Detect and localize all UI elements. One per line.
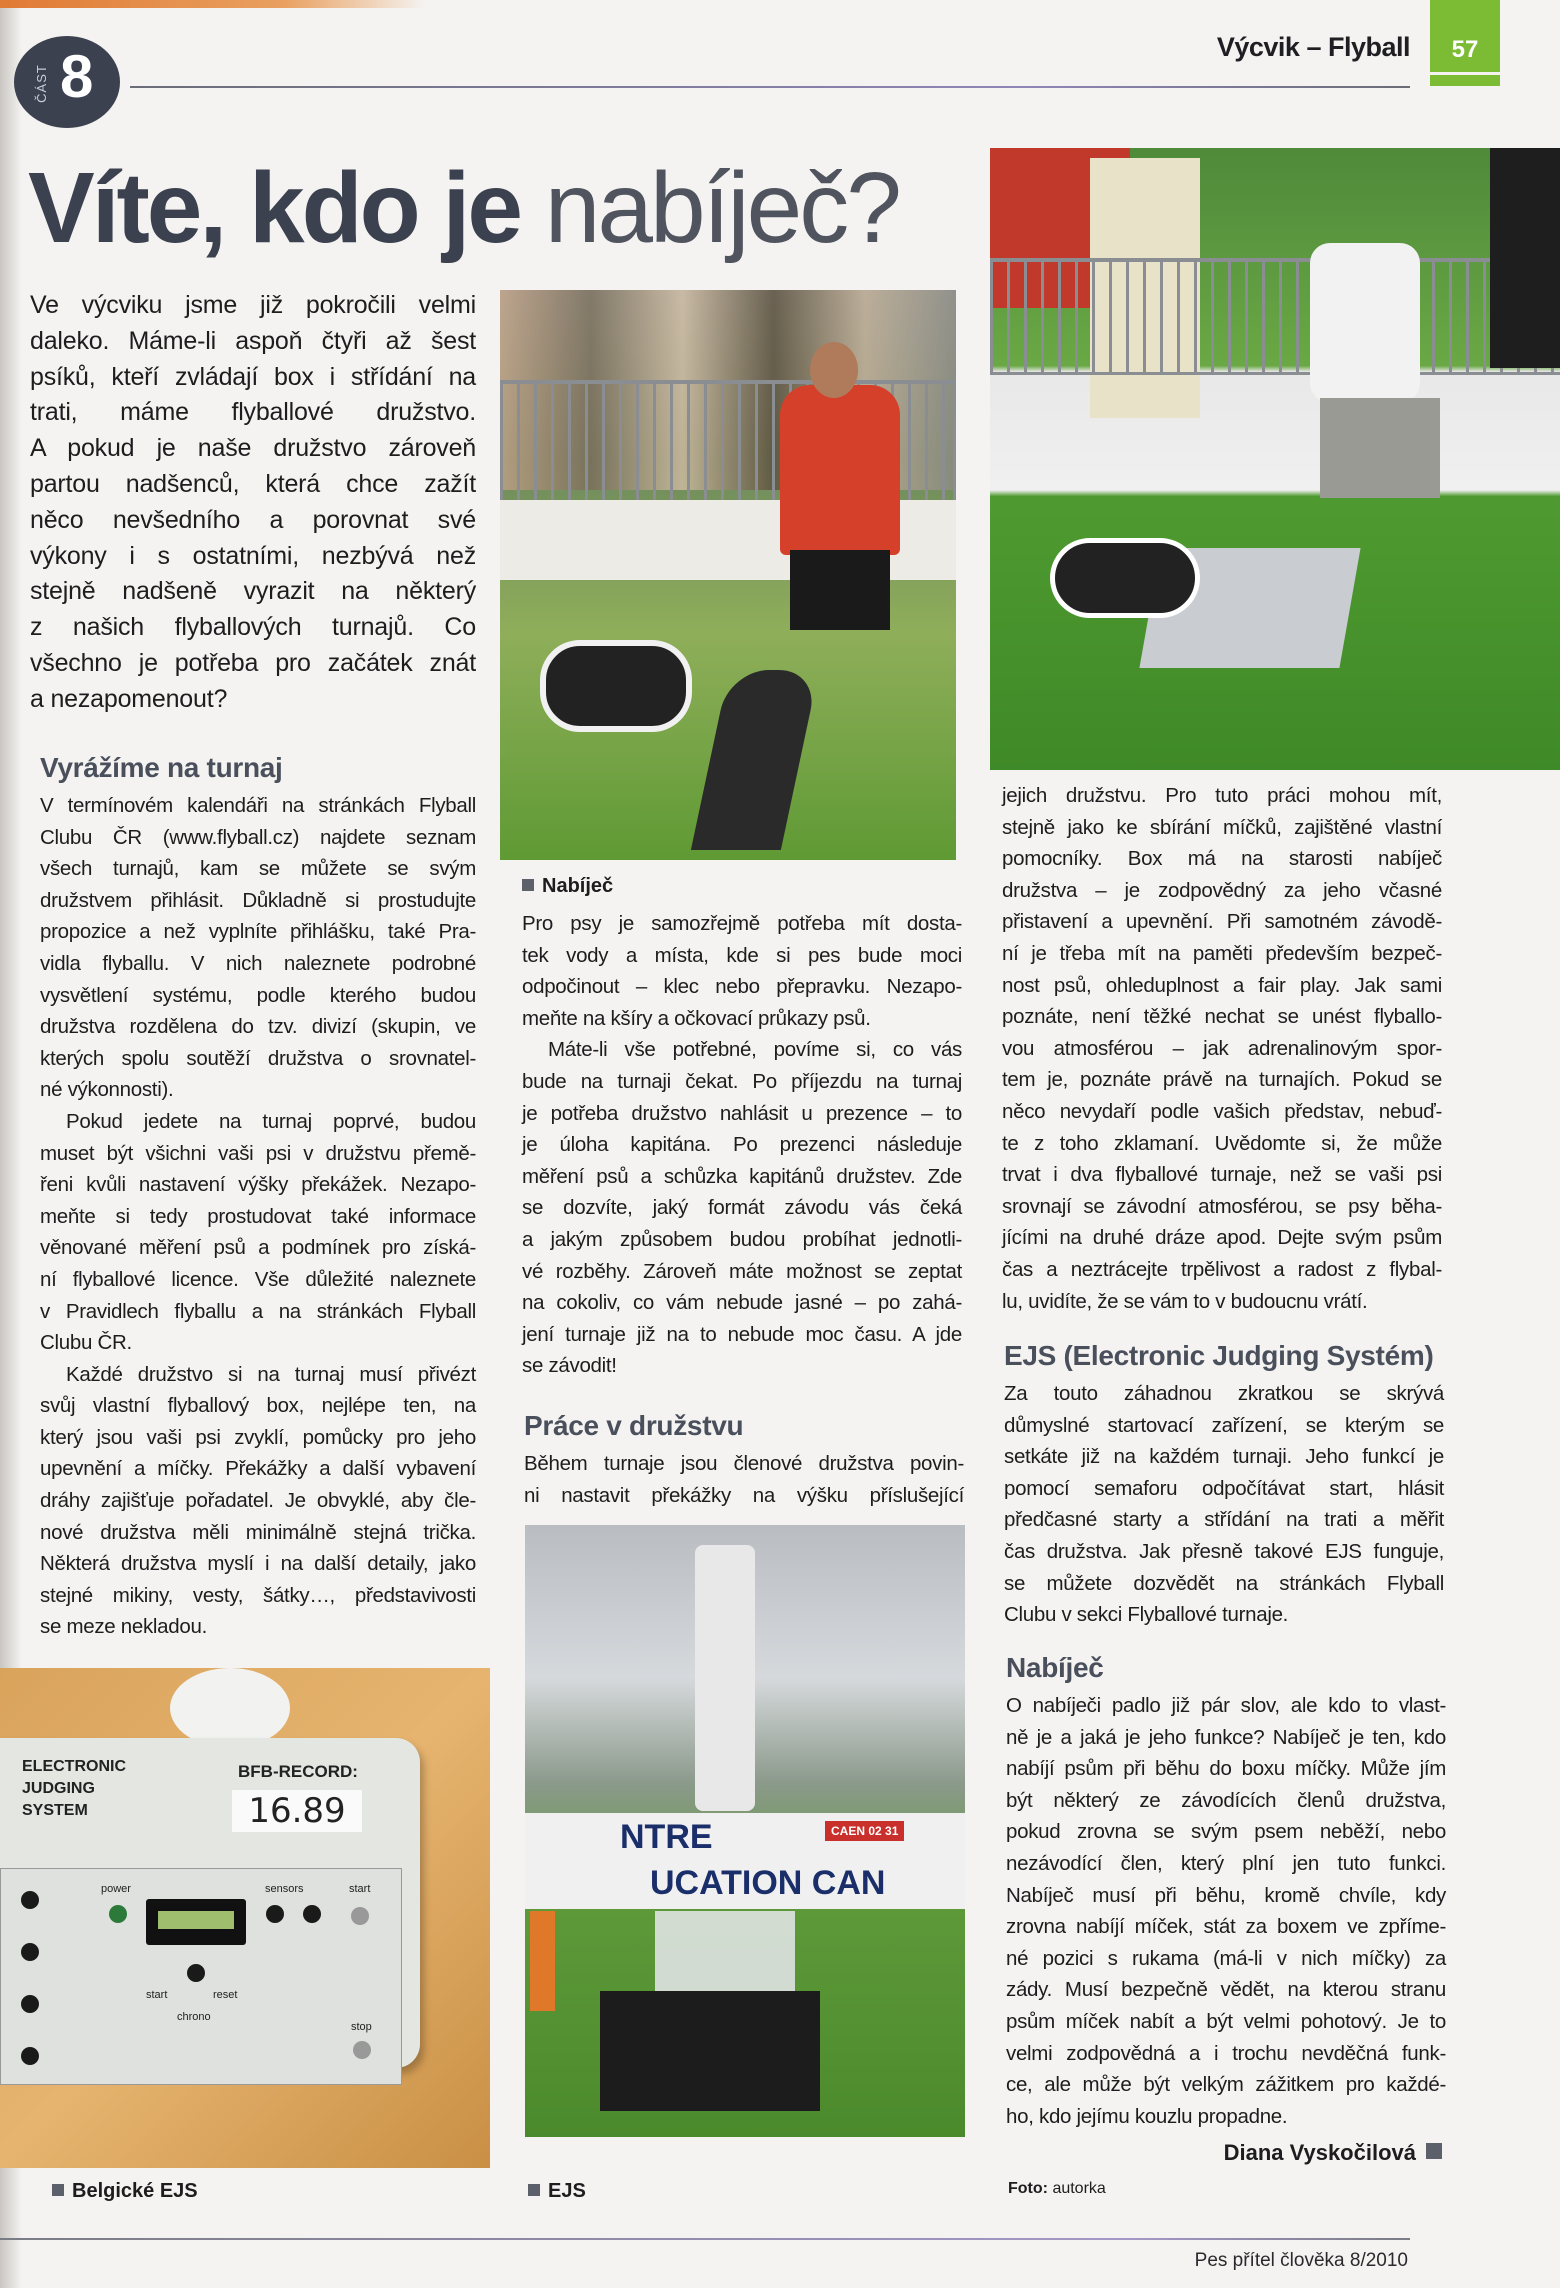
sensor-jack bbox=[303, 1905, 321, 1923]
text-line: A pokud je naše družstvo zároveň bbox=[30, 434, 476, 463]
text-line: ni nastavit překážky na výšku příslušející bbox=[524, 1483, 964, 1507]
text-line: O nabíječi padlo již pár slov, ale kdo to vlast- bbox=[1006, 1694, 1446, 1717]
text-line: čas a neztrácejte trpělivost a radost z flybal- bbox=[1002, 1257, 1442, 1281]
text-line: Nabíječ musí při běhu, kromě chvíle, kdy bbox=[1006, 1883, 1446, 1907]
text-line: tem je, poznáte právě na turnajích. Pokud se bbox=[1002, 1068, 1442, 1092]
start-switch bbox=[351, 1907, 369, 1925]
text-line: na cokoliv, co vám nebude jasné – po zahá- bbox=[522, 1291, 962, 1315]
text-line: který jsou vaši psi zvyklí, pomůcky pro jeho bbox=[40, 1425, 476, 1449]
caption-square-icon bbox=[522, 879, 534, 891]
text-line: pokud zrovna se svým psem neběží, nebo bbox=[1006, 1820, 1446, 1844]
device-title bbox=[22, 1756, 126, 1822]
text-line: ce, ale může být velkým zážitkem pro každé- bbox=[1006, 2073, 1446, 2097]
caption-text: EJS bbox=[548, 2180, 586, 2202]
text-line: trati, máme flyballové družstvo. bbox=[30, 398, 476, 427]
text-line: pomocí semaforu odpočítávat start, hlásit bbox=[1004, 1476, 1444, 1500]
text-line: velmi zodpovědná a i trochu nevděčná funk- bbox=[1006, 2041, 1446, 2065]
caption-nabijec bbox=[522, 875, 613, 898]
record-value: 16.89 bbox=[232, 1790, 362, 1832]
text-line: setkáte již na každém turnaji. Jeho funkcí je bbox=[1004, 1445, 1444, 1469]
text-line: né výkonnosti). bbox=[40, 1078, 174, 1102]
caption-square-icon bbox=[52, 2184, 64, 2196]
text-line: nabíjí psům při běhu do boxu míčky. Může jím bbox=[1006, 1757, 1446, 1781]
text-line: Ve výcviku jsme již pokročili velmi bbox=[30, 291, 476, 319]
text-line: ní je třeba mít na paměti především bezpeč- bbox=[1002, 941, 1442, 965]
flyball-box bbox=[691, 670, 819, 850]
chrono-label: chrono bbox=[177, 2011, 211, 2023]
text-line: muset být všichni vaši psi v družstvu přemě- bbox=[40, 1141, 476, 1165]
photo-nabijec bbox=[500, 290, 956, 860]
section-title: Výcvik – Flyball bbox=[1216, 32, 1410, 62]
text-line: ní flyballové licence. Vše důležité naleznete bbox=[40, 1267, 476, 1291]
sensor-jack bbox=[266, 1905, 284, 1923]
text-line: řeni kvůli nastavení výšky překážek. Nezapo- bbox=[40, 1173, 476, 1197]
text-line: všechno je potřeba pro začátek znát bbox=[30, 648, 476, 677]
text-line: jejich družstvu. Pro tuto práci mohou mít, bbox=[1002, 784, 1442, 807]
text-line: všech turnajů, kam se můžete se svým bbox=[40, 857, 476, 881]
text-line: stejné mikiny, vesty, šátky…, představivosti bbox=[40, 1583, 476, 1607]
caption-text: Belgické EJS bbox=[72, 2180, 198, 2202]
power-label: power bbox=[101, 1883, 131, 1895]
text-line: pomocníky. Box má na starosti nabíječ bbox=[1002, 847, 1442, 871]
col2-body bbox=[522, 908, 962, 1382]
end-square-icon bbox=[1426, 2143, 1442, 2159]
text-line: jícími na druhé dráze apod. Dejte svým psům bbox=[1002, 1226, 1442, 1250]
text-line: Za touto záhadnou zkratkou se skrývá bbox=[1004, 1382, 1444, 1405]
page-number-box bbox=[1430, 0, 1500, 86]
banner-text: NTRE bbox=[620, 1818, 713, 1856]
heading-ejs: EJS (Electronic Judging Systém) bbox=[1004, 1340, 1434, 1371]
start-label: start bbox=[349, 1883, 371, 1895]
lane-jack bbox=[21, 2047, 39, 2065]
device-title-line: JUDGING bbox=[22, 1780, 95, 1797]
reset-label: reset bbox=[213, 1989, 238, 2001]
banner-text: UCATION CAN bbox=[650, 1864, 886, 1902]
loader-shorts bbox=[1320, 398, 1440, 498]
article-title bbox=[28, 148, 940, 268]
text-line: výkony i s ostatními, nezbývá než bbox=[30, 541, 476, 570]
hurdle bbox=[530, 1911, 555, 2011]
page-number: 57 bbox=[1451, 36, 1479, 63]
text-line: Některá družstva myslí i na další detaily, jako bbox=[40, 1552, 476, 1576]
text-line: zády. Musí bezpečně vědět, na kterou stranu bbox=[1006, 1978, 1446, 2002]
text-line: něco nevšedního a porovnat své bbox=[30, 505, 476, 534]
control-panel bbox=[0, 1868, 402, 2085]
text-line: poznáte, není těžké nechat se unést flyballo- bbox=[1002, 1005, 1442, 1029]
text-line: svůj vlastní flyballový box, nejlépe ten, na bbox=[40, 1394, 476, 1418]
text-line: daleko. Máme-li aspoň čtyři až šest bbox=[30, 326, 476, 355]
text-line: se závodit! bbox=[522, 1354, 617, 1378]
text-line: tek vody a místa, kde si pes bude moci bbox=[522, 943, 962, 967]
caption-square-icon bbox=[528, 2184, 540, 2196]
text-line: nost psů, ohleduplnost a fair play. Jak sami bbox=[1002, 973, 1442, 997]
dog bbox=[1050, 538, 1200, 618]
text-line: se dozvíte, jaký formát závodu vás čeká bbox=[522, 1196, 962, 1220]
text-line: přistavení a upevnění. Při samotném závodě- bbox=[1002, 910, 1442, 934]
col1-body bbox=[40, 790, 476, 1643]
lcd-display bbox=[146, 1899, 246, 1945]
text-line: Clubu ČR (www.flyball.cz) najdete seznam bbox=[40, 825, 476, 849]
text-line: upevnění a míčky. Překážky a další vybavení bbox=[40, 1457, 476, 1481]
intro-paragraph bbox=[30, 288, 476, 718]
record-label: BFB-RECORD: bbox=[238, 1762, 358, 1781]
handler-red-shirt bbox=[780, 385, 900, 555]
col3-ejs-body bbox=[1004, 1378, 1444, 1631]
stop-switch bbox=[353, 2041, 371, 2059]
loader-shirt bbox=[1310, 243, 1420, 403]
text-line: důmyslné startovací zařízení, se kterým se bbox=[1004, 1413, 1444, 1437]
part-number: 8 bbox=[60, 43, 94, 110]
text-line: propozice a než vyplníte přihlášku, také Pra- bbox=[40, 920, 476, 944]
text-line: z našich flyballových turnajů. Co bbox=[30, 613, 476, 642]
caption-text: Nabíječ bbox=[542, 875, 614, 897]
chrono-jack bbox=[187, 1964, 205, 1982]
text-line: né pozici s rukama (má-li v nich míčky) za bbox=[1006, 1946, 1446, 1970]
photo-belgian-ejs bbox=[0, 1668, 490, 2168]
author-name: Diana Vyskočilová bbox=[1223, 2140, 1416, 2165]
text-line: družstvem přihlásit. Důkladně si prostudujte bbox=[40, 888, 476, 912]
text-line: družstva – je zodpovědný za jeho včasné bbox=[1002, 878, 1442, 902]
text-line: Máte-li vše potřebné, povíme si, co vás bbox=[548, 1038, 962, 1062]
text-line: Clubu v sekci Flyballové turnaje. bbox=[1004, 1603, 1289, 1627]
text-line: lu, uvidíte, že se vám to v budoucnu vrátí. bbox=[1002, 1289, 1368, 1313]
text-line: odpočinout – klec nebo přepravku. Nezapo- bbox=[522, 975, 962, 999]
text-line: v Pravidlech flyballu a na stránkách Flyball bbox=[40, 1299, 476, 1323]
col3-body bbox=[1002, 780, 1442, 1317]
handler-shorts bbox=[790, 550, 890, 630]
lane-jack bbox=[21, 1891, 39, 1909]
heading-nabijec: Nabíječ bbox=[1006, 1652, 1104, 1683]
text-line: nové družstva měli minimálně stejná trička. bbox=[40, 1520, 476, 1544]
text-line: meňte si tedy prostudovat také informace bbox=[40, 1204, 476, 1228]
text-line: předčasné starty a střídání na trati a měřit bbox=[1004, 1508, 1444, 1532]
text-line: te z toho zklamaní. Uvědomte si, že může bbox=[1002, 1131, 1442, 1155]
heading-prace-v-druzstvu: Práce v družstvu bbox=[524, 1410, 744, 1441]
text-line: vysvětlení systému, podle kterého budou bbox=[40, 983, 476, 1007]
text-line: čas družstva. Jak přesně takové EJS funguje, bbox=[1004, 1539, 1444, 1563]
text-line: zrovna nabíjí míček, stát za boxem ve zpříme- bbox=[1006, 1915, 1446, 1939]
light-tower bbox=[695, 1545, 755, 1811]
header-rule bbox=[130, 86, 1410, 88]
text-line: je potřeba družstvo nahlásit u prezence – to bbox=[522, 1101, 962, 1125]
banner-text: CAEN 02 31 bbox=[825, 1821, 904, 1841]
text-line: něco nevydaří podle vašich představ, nebuď- bbox=[1002, 1099, 1442, 1123]
text-line: Clubu ČR. bbox=[40, 1331, 132, 1355]
part-badge bbox=[14, 36, 120, 128]
photo-credit-label: Foto: bbox=[1008, 2180, 1048, 2197]
text-line: měření psů a schůzka kapitánů družstev. Zde bbox=[522, 1164, 962, 1188]
lane-jack bbox=[21, 1995, 39, 2013]
title-bold: Víte, kdo je bbox=[28, 152, 520, 264]
previous-page-edge bbox=[0, 0, 1420, 8]
title-light: nabíječ? bbox=[544, 152, 899, 264]
col2-body-2 bbox=[524, 1448, 964, 1511]
heading-vyrazime: Vyrážíme na turnaj bbox=[40, 752, 283, 783]
ejs-device bbox=[0, 1738, 420, 2068]
device-title-line: ELECTRONIC bbox=[22, 1758, 126, 1775]
photo-ejs-tower bbox=[525, 1525, 965, 2137]
footer-magazine: Pes přítel člověka 8/2010 bbox=[1194, 2250, 1408, 2271]
stop-label: stop bbox=[351, 2021, 372, 2033]
text-line: psům míček nabít a být velmi pohotový. Je to bbox=[1006, 2009, 1446, 2033]
col3-nabijec-body bbox=[1006, 1690, 1446, 2132]
text-line: Pokud jedete na turnaj poprvé, budou bbox=[66, 1109, 476, 1133]
wrapped-stand bbox=[655, 1911, 795, 1991]
chrono-start-label: start bbox=[146, 1989, 168, 2001]
footer-rule bbox=[0, 2238, 1410, 2240]
handler-head bbox=[810, 342, 858, 398]
text-line: dráhy zajišťuje pořadatel. Je obvyklé, aby čle- bbox=[40, 1489, 476, 1513]
device-title-line: SYSTEM bbox=[22, 1802, 88, 1819]
text-line: ně je a jaká je jeho funkce? Nabíječ je ten, kdo bbox=[1006, 1725, 1446, 1749]
sensor-dome bbox=[170, 1668, 290, 1748]
text-line: bude na turnaji čekat. Po příjezdu na turnaj bbox=[522, 1069, 962, 1093]
lane-jack bbox=[21, 1943, 39, 1961]
text-line: Pro psy je samozřejmě potřeba mít dosta- bbox=[522, 912, 962, 935]
sensors-label: sensors bbox=[265, 1883, 304, 1895]
photo-box-loader bbox=[990, 148, 1560, 770]
text-line: kterých spolu soutěží družstva o srovnatel- bbox=[40, 1046, 476, 1070]
text-line: meňte na kšíry a očkovací průkazy psů. bbox=[522, 1006, 871, 1030]
text-line: se meze nekladou. bbox=[40, 1615, 207, 1639]
text-line: být některý ze závodících členů družstva, bbox=[1006, 1788, 1446, 1812]
text-line: Během turnaje jsou členové družstva povin- bbox=[524, 1452, 964, 1475]
power-led bbox=[109, 1905, 127, 1923]
fence bbox=[990, 258, 1560, 375]
text-line: vou atmosférou – jak adrenalinovým spor- bbox=[1002, 1036, 1442, 1060]
text-line: věnované měření psů a podmínek pro získá- bbox=[40, 1236, 476, 1260]
text-line: vé rozběhy. Zároveň máte možnost se zeptat bbox=[522, 1259, 962, 1283]
text-line: stejně jako ke sbírání míčků, zajištěné vlastní bbox=[1002, 815, 1442, 839]
text-line: družstva rozdělena do tzv. divizí (skupin, ve bbox=[40, 1015, 476, 1039]
text-line: se můžete dozvědět na stránkách Flyball bbox=[1004, 1571, 1444, 1595]
part-label: ČÁST bbox=[33, 64, 49, 103]
text-line: vidla flyballu. V nich naleznete podrobné bbox=[40, 951, 476, 975]
text-line: jení turnaje již na to nebude moc času. A jde bbox=[522, 1322, 962, 1346]
text-line: je úloha kapitána. Po prezenci následuje bbox=[522, 1133, 962, 1157]
text-line: nezávodící člen, který plní jen tuto funkci. bbox=[1006, 1851, 1446, 1875]
text-line: srovnají se závodní atmosférou, se psy běha- bbox=[1002, 1194, 1442, 1218]
text-line: stejně nadšeně vyrazit na některý bbox=[30, 577, 476, 606]
spectator bbox=[1490, 148, 1560, 368]
text-line: partou nadšenců, která chce zažít bbox=[30, 469, 476, 498]
text-line: trvat i dva flyballové turnaje, než se vaši psi bbox=[1002, 1163, 1442, 1187]
text-line: a jakým způsobem budou probíhat jednotli- bbox=[522, 1227, 962, 1251]
text-line: V termínovém kalendáři na stránkách Flyball bbox=[40, 794, 476, 817]
caption-belgian-ejs bbox=[52, 2180, 198, 2203]
caption-ejs bbox=[528, 2180, 586, 2203]
text-line: ho, kdo jejímu kouzlu propadne. bbox=[1006, 2104, 1288, 2128]
tower-base bbox=[600, 1991, 820, 2111]
text-line: psíků, kteří zvládají box i střídání na bbox=[30, 362, 476, 391]
text-line: a nezapomenout? bbox=[30, 684, 228, 713]
text-line: Každé družstvo si na turnaj musí přivézt bbox=[66, 1362, 476, 1386]
dog bbox=[540, 640, 692, 732]
author bbox=[1224, 2140, 1442, 2166]
page-box-stripe bbox=[1430, 72, 1500, 75]
photo-credit-value: autorka bbox=[1052, 2180, 1106, 2197]
photo-credit bbox=[1008, 2180, 1106, 2198]
